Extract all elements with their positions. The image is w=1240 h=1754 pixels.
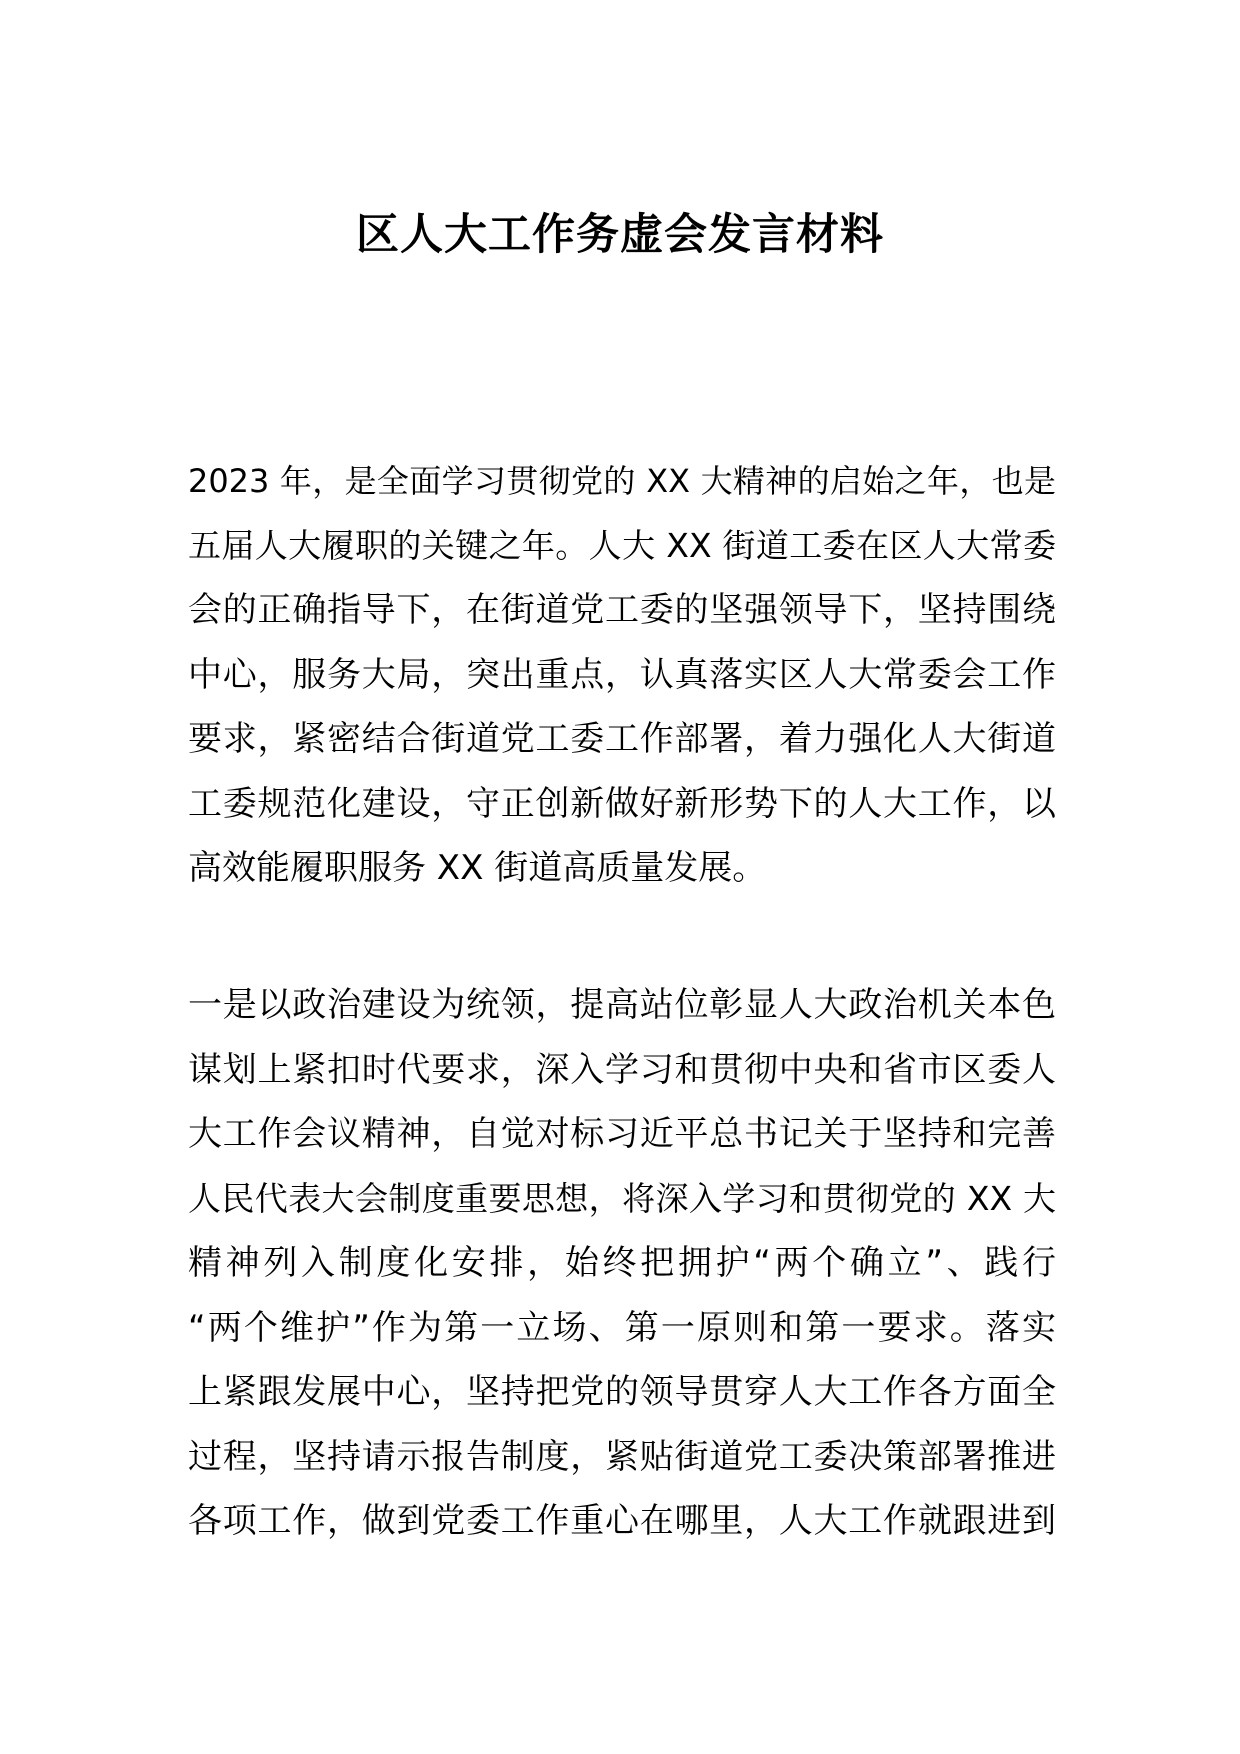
- text-line: 人民代表大会制度重要思想，将深入学习和贯彻党的 XX 大: [188, 1178, 1056, 1218]
- text-line: 2023 年，是全面学习贯彻党的 XX 大精神的启始之年，也是: [188, 462, 1056, 500]
- text-line: 过程，坚持请示报告制度，紧贴街道党工委决策部署推进: [188, 1436, 1056, 1477]
- text-line: “两个维护”作为第一立场、第一原则和第一要求。落实: [188, 1307, 1056, 1348]
- document-title: 区人大工作务虚会发言材料: [356, 210, 884, 260]
- text-line: 五届人大履职的关键之年。人大 XX 街道工委在区人大常委: [188, 525, 1056, 565]
- paragraph-intro: [188, 449, 1056, 901]
- text-line: 会的正确指导下，在街道党工委的坚强领导下，坚持围绕: [188, 590, 1056, 630]
- text-line: 要求，紧密结合街道党工委工作部署，着力强化人大街道: [188, 719, 1056, 759]
- text-line: 各项工作，做到党委工作重心在哪里，人大工作就跟进到: [188, 1501, 1056, 1541]
- paragraph-political-construction: [188, 973, 1056, 1554]
- text-line: 精神列入制度化安排，始终把拥护“两个确立”、践行: [188, 1243, 1056, 1283]
- text-line: 中心，服务大局，突出重点，认真落实区人大常委会工作: [188, 654, 1056, 695]
- text-line: 高效能履职服务 XX 街道高质量发展。: [188, 848, 767, 888]
- text-line: 谋划上紧扣时代要求，深入学习和贯彻中央和省市区委人: [188, 1049, 1056, 1090]
- text-line: 大工作会议精神，自觉对标习近平总书记关于坚持和完善: [188, 1114, 1056, 1154]
- text-line: 一是以政治建设为统领，提高站位彰显人大政治机关本色: [188, 985, 1056, 1025]
- text-line: 工委规范化建设，守正创新做好新形势下的人大工作，以: [188, 783, 1056, 824]
- text-line: 上紧跟发展中心，坚持把党的领导贯穿人大工作各方面全: [188, 1372, 1056, 1412]
